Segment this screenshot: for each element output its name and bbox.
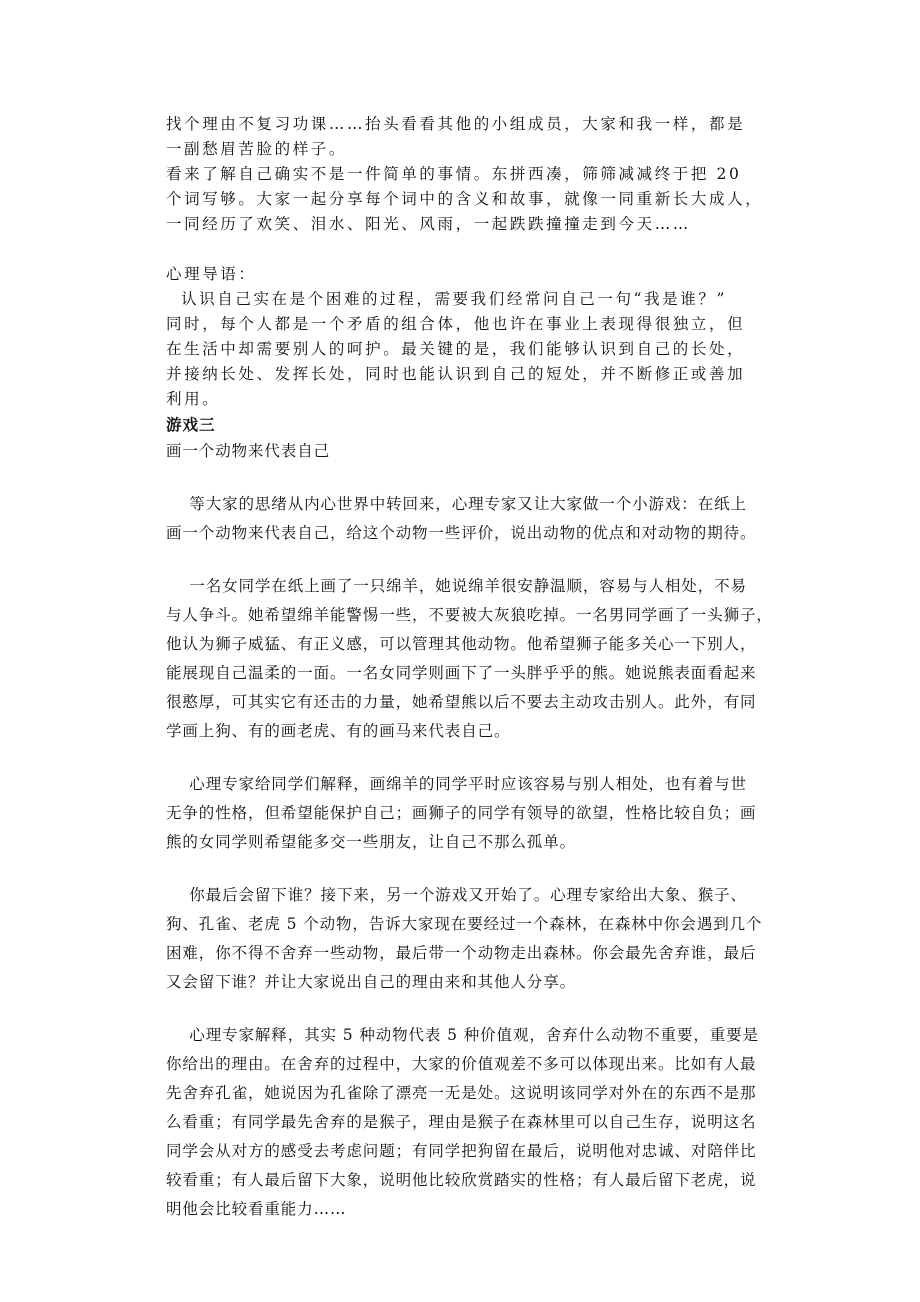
paragraph-line: 画一个动物来代表自己，给这个动物一些评价，说出动物的优点和对动物的期待。 — [166, 524, 757, 542]
paragraph-line: 能展现自己温柔的一面。一名女同学则画下了一头胖乎乎的熊。她说熊表面看起来 — [166, 664, 757, 682]
game3-title: 游戏三 — [166, 415, 216, 434]
paragraph-3 — [166, 770, 758, 857]
spacer — [166, 466, 758, 490]
paragraph-line: 狗、孔雀、老虎 5 个动物，告诉大家现在要经过一个森林，在森林中你会遇到几个 — [166, 915, 763, 933]
spacer — [166, 746, 758, 770]
paragraph-line: 很憨厚，可其实它有还击的力量，她希望熊以后不要去主动攻击别人。此外，有同 — [166, 693, 757, 711]
intro-line: 一同经历了欢笑、泪水、阳光、风雨，一起跌跌撞撞走到今天…… — [166, 215, 691, 233]
paragraph-line: 明他会比较看重能力…… — [166, 1200, 347, 1218]
intro-line: 看来了解自己确实不是一件简单的事情。东拼西凑，筛筛减减终于把 20 — [166, 165, 742, 183]
game3-subtitle: 画一个动物来代表自己 — [166, 442, 331, 460]
paragraph-line: 同学会从对方的感受去考虑问题；有同学把狗留在最后，说明他对忠诚、对陪伴比 — [166, 1142, 757, 1160]
paragraph-line: 无争的性格，但希望能保护自己；画狮子的同学有领导的欲望，性格比较自负；画 — [166, 804, 757, 822]
paragraph-2 — [166, 572, 773, 746]
document-page — [166, 112, 773, 1224]
paragraph-line: 你给出的理由。在舍弃的过程中，大家的价值观差不多可以体现出来。比如有人最 — [166, 1055, 757, 1073]
paragraph-line: 等大家的思绪从内心世界中转回来，心理专家又让大家做一个小游戏：在纸上 — [166, 495, 747, 513]
guide-line: 同时，每个人都是一个矛盾的组合体，他也许在事业上表现得很独立，但 — [166, 315, 746, 333]
intro-line: 一副愁眉苦脸的样子。 — [166, 140, 348, 158]
paragraph-4 — [166, 881, 763, 997]
intro-line: 个词写够。大家一起分享每个词中的含义和故事，就像一同重新长大成人， — [166, 190, 764, 208]
paragraph-line: 先舍弃孔雀，她说因为孔雀除了漂亮一无是处。这说明该同学对外在的东西不是那 — [166, 1084, 757, 1102]
paragraph-line: 一名女同学在纸上画了一只绵羊，她说绵羊很安静温顺，容易与人相处，不易 — [166, 577, 747, 595]
paragraph-line: 熊的女同学则希望能多交一些朋友，让自己不那么孤单。 — [166, 833, 577, 851]
guide-title: 心理导语： — [166, 265, 257, 283]
intro-section — [166, 112, 764, 237]
intro-line: 找个理由不复习功课……抬头看看其他的小组成员，大家和我一样，都是 — [166, 115, 746, 133]
paragraph-line: 么看重；有同学最先舍弃的是猴子，理由是猴子在森林里可以自己生存，说明这名 — [166, 1113, 757, 1131]
paragraph-5 — [166, 1021, 758, 1224]
game3-section — [166, 412, 773, 1224]
spacer — [166, 997, 758, 1021]
paragraph-line: 又会留下谁？并让大家说出自己的理由来和其他人分享。 — [166, 973, 577, 991]
paragraph-line: 你最后会留下谁？接下来，另一个游戏又开始了。心理专家给出大象、猴子、 — [166, 886, 747, 904]
paragraph-line: 较看重；有人最后留下大象，说明他比较欣赏踏实的性格；有人最后留下老虎，说 — [166, 1171, 757, 1189]
guide-line: 在生活中却需要别人的呵护。最关键的是，我们能够认识到自己的长处， — [166, 340, 746, 358]
paragraph-line: 困难，你不得不舍弃一些动物，最后带一个动物走出森林。你会最先舍弃谁，最后 — [166, 944, 757, 962]
paragraph-line: 他认为狮子威猛、有正义感，可以管理其他动物。他希望狮子能多关心一下别人， — [166, 635, 757, 653]
guide-line: 利用。 — [166, 390, 221, 408]
guide-line: 并接纳长处、发挥长处，同时也能认识到自己的短处，并不断修正或善加 — [166, 365, 746, 383]
spacer — [166, 548, 758, 572]
spacer — [166, 237, 758, 262]
paragraph-1 — [166, 490, 758, 548]
guide-section — [166, 262, 758, 412]
guide-line: 认识自己实在是个困难的过程，需要我们经常问自己一句“我是谁？” — [166, 290, 728, 308]
spacer — [166, 857, 758, 881]
paragraph-line: 学画上狗、有的画老虎、有的画马来代表自己。 — [166, 722, 511, 740]
paragraph-line: 与人争斗。她希望绵羊能警惕一些，不要被大灰狼吃掉。一名男同学画了一头狮子， — [166, 606, 773, 624]
paragraph-line: 心理专家解释，其实 5 种动物代表 5 种价值观，舍弃什么动物不重要，重要是 — [166, 1026, 759, 1044]
paragraph-line: 心理专家给同学们解释，画绵羊的同学平时应该容易与别人相处，也有着与世 — [166, 775, 747, 793]
